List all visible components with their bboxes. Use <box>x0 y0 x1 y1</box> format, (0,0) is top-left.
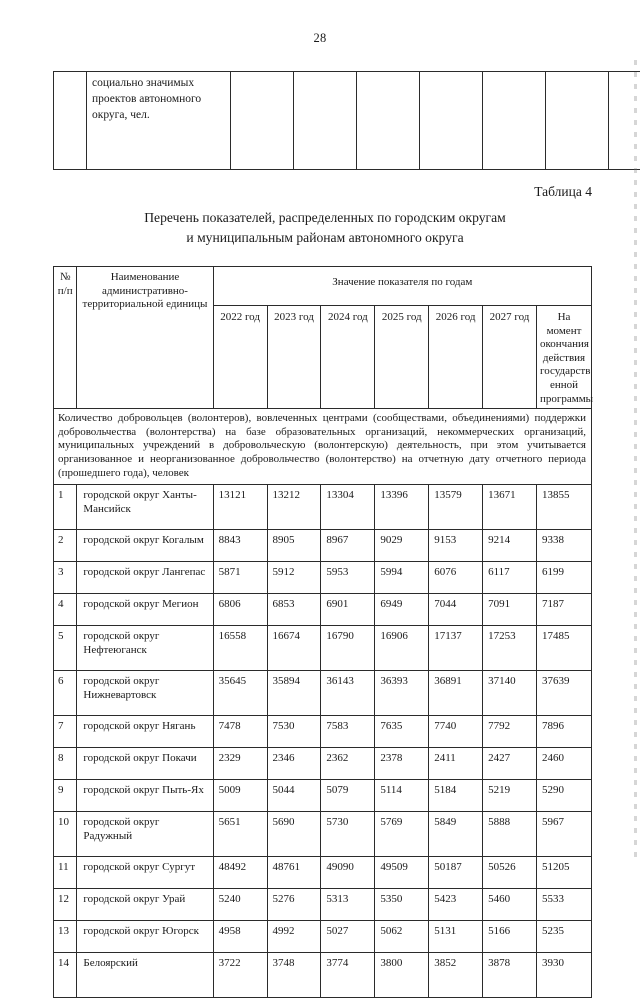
row-value-2023: 35894 <box>267 671 321 716</box>
row-municipality-name: городской округ Лангепас <box>77 562 213 594</box>
column-header-program-end: На момент окончания действия государств енной программы <box>536 306 591 409</box>
continued-cell-2023 <box>294 72 357 170</box>
continued-cell-2025 <box>420 72 483 170</box>
row-value-program-end: 6199 <box>536 562 591 594</box>
column-header-year-2027: 2027 год <box>483 306 537 409</box>
row-value-2024: 13304 <box>321 485 375 530</box>
row-value-2027: 5460 <box>483 889 537 921</box>
row-value-2023: 5912 <box>267 562 321 594</box>
row-value-2027: 7792 <box>483 716 537 748</box>
row-value-program-end: 37639 <box>536 671 591 716</box>
row-value-2023: 5690 <box>267 812 321 857</box>
row-value-2023: 5044 <box>267 780 321 812</box>
table-row <box>54 626 592 671</box>
row-value-program-end: 9338 <box>536 530 591 562</box>
continued-cell-2024 <box>357 72 420 170</box>
row-value-2022: 13121 <box>213 485 267 530</box>
row-index: 3 <box>54 562 77 594</box>
row-index: 12 <box>54 889 77 921</box>
row-value-2026: 3852 <box>429 953 483 998</box>
row-value-2027: 3878 <box>483 953 537 998</box>
row-value-2026: 5849 <box>429 812 483 857</box>
row-value-2027: 2427 <box>483 748 537 780</box>
scan-artifact-edge <box>634 60 637 860</box>
indicator-description: Количество добровольцев (волонтеров), вовлеченных центрами (сообществами, объединениями) поддержки добровольчества (волонтерства) на базе образовательных организаций, некоммерческих организаций, муниципальных учреждений в добровольческую (волонтерскую) деятельность, при этом учитывается организованное и неорганизованное добровольчество (волонтерство) на отчетную дату отчетного периода (прошедшего года), человек <box>54 409 592 485</box>
row-value-2025: 6949 <box>375 594 429 626</box>
row-value-2022: 7478 <box>213 716 267 748</box>
row-value-2026: 5184 <box>429 780 483 812</box>
column-header-year-2024: 2024 год <box>321 306 375 409</box>
row-value-2024: 5079 <box>321 780 375 812</box>
row-value-2023: 48761 <box>267 857 321 889</box>
row-municipality-name: городской округ Югорск <box>77 921 213 953</box>
row-index: 2 <box>54 530 77 562</box>
row-value-program-end: 51205 <box>536 857 591 889</box>
row-value-2027: 5219 <box>483 780 537 812</box>
table-row <box>54 748 592 780</box>
row-value-2022: 35645 <box>213 671 267 716</box>
row-value-2023: 4992 <box>267 921 321 953</box>
column-header-index <box>54 267 77 409</box>
column-header-name-line-1: Наименование <box>80 271 209 285</box>
row-index: 14 <box>54 953 77 998</box>
column-header-year-2026: 2026 год <box>429 306 483 409</box>
table-row <box>54 562 592 594</box>
row-index: 13 <box>54 921 77 953</box>
row-value-2022: 16558 <box>213 626 267 671</box>
continued-table-row <box>54 72 640 170</box>
row-value-program-end: 7187 <box>536 594 591 626</box>
column-header-name-line-2: административно- <box>80 285 209 299</box>
row-value-2026: 17137 <box>429 626 483 671</box>
row-value-2023: 3748 <box>267 953 321 998</box>
row-value-2025: 5114 <box>375 780 429 812</box>
row-value-2023: 5276 <box>267 889 321 921</box>
row-value-2024: 8967 <box>321 530 375 562</box>
table-row <box>54 485 592 530</box>
continued-cell-name: социально значимых проектов автономного округа, чел. <box>87 72 231 170</box>
row-value-2026: 5423 <box>429 889 483 921</box>
row-value-2023: 2346 <box>267 748 321 780</box>
table-row <box>54 780 592 812</box>
table-row <box>54 953 592 998</box>
column-header-year-2022: 2022 год <box>213 306 267 409</box>
row-value-2025: 3800 <box>375 953 429 998</box>
row-value-2027: 6117 <box>483 562 537 594</box>
row-municipality-name: Белоярский <box>77 953 213 998</box>
indicator-description-row <box>54 409 592 485</box>
row-value-2025: 9029 <box>375 530 429 562</box>
continued-cell-index <box>54 72 87 170</box>
indicators-table <box>53 266 592 998</box>
row-municipality-name: городской округ Нягань <box>77 716 213 748</box>
row-value-program-end: 5533 <box>536 889 591 921</box>
row-value-program-end: 5967 <box>536 812 591 857</box>
row-value-2025: 36393 <box>375 671 429 716</box>
row-value-2024: 16790 <box>321 626 375 671</box>
continued-cell-2022 <box>231 72 294 170</box>
row-value-2022: 2329 <box>213 748 267 780</box>
row-value-program-end: 13855 <box>536 485 591 530</box>
row-value-2025: 5769 <box>375 812 429 857</box>
column-header-name-line-3: территориальной единицы <box>80 298 209 312</box>
row-value-2023: 8905 <box>267 530 321 562</box>
row-value-2022: 4958 <box>213 921 267 953</box>
row-value-2026: 13579 <box>429 485 483 530</box>
row-municipality-name: городской округ Нижневартовск <box>77 671 213 716</box>
row-value-2027: 5888 <box>483 812 537 857</box>
table-row <box>54 716 592 748</box>
column-header-index-line-2: п/п <box>57 285 73 299</box>
column-header-group-years: Значение показателя по годам <box>213 267 591 306</box>
row-value-2023: 16674 <box>267 626 321 671</box>
row-municipality-name: городской округ Пыть-Ях <box>77 780 213 812</box>
row-value-2025: 2378 <box>375 748 429 780</box>
row-value-2027: 50526 <box>483 857 537 889</box>
continued-cell-2026 <box>483 72 546 170</box>
row-value-2024: 36143 <box>321 671 375 716</box>
page-number: 28 <box>0 31 640 46</box>
table-row <box>54 530 592 562</box>
row-value-2025: 49509 <box>375 857 429 889</box>
row-value-2027: 5166 <box>483 921 537 953</box>
row-value-2022: 5871 <box>213 562 267 594</box>
row-value-2024: 5313 <box>321 889 375 921</box>
row-municipality-name: городской округ Когалым <box>77 530 213 562</box>
indicators-table-body <box>54 409 592 998</box>
table-row <box>54 671 592 716</box>
row-value-2025: 5062 <box>375 921 429 953</box>
row-value-program-end: 2460 <box>536 748 591 780</box>
table-row <box>54 921 592 953</box>
row-index: 7 <box>54 716 77 748</box>
row-value-2022: 3722 <box>213 953 267 998</box>
row-value-2023: 7530 <box>267 716 321 748</box>
row-value-2027: 9214 <box>483 530 537 562</box>
row-index: 8 <box>54 748 77 780</box>
row-value-2024: 6901 <box>321 594 375 626</box>
row-value-2022: 8843 <box>213 530 267 562</box>
table-label: Таблица 4 <box>0 184 592 200</box>
row-value-2026: 7044 <box>429 594 483 626</box>
row-value-2024: 2362 <box>321 748 375 780</box>
row-municipality-name: городской округ Ханты-Мансийск <box>77 485 213 530</box>
row-municipality-name: городской округ Покачи <box>77 748 213 780</box>
row-value-2025: 16906 <box>375 626 429 671</box>
row-value-2027: 17253 <box>483 626 537 671</box>
row-index: 6 <box>54 671 77 716</box>
row-value-2025: 5350 <box>375 889 429 921</box>
row-value-2025: 5994 <box>375 562 429 594</box>
page-title <box>60 208 590 248</box>
row-value-2024: 5027 <box>321 921 375 953</box>
row-value-2026: 50187 <box>429 857 483 889</box>
page-title-line-2: и муниципальным районам автономного округа <box>60 228 590 248</box>
row-value-2024: 5953 <box>321 562 375 594</box>
row-value-2027: 7091 <box>483 594 537 626</box>
table-row <box>54 594 592 626</box>
row-index: 11 <box>54 857 77 889</box>
row-value-2025: 13396 <box>375 485 429 530</box>
table-row <box>54 857 592 889</box>
row-value-2026: 7740 <box>429 716 483 748</box>
row-index: 4 <box>54 594 77 626</box>
row-index: 10 <box>54 812 77 857</box>
row-value-2026: 2411 <box>429 748 483 780</box>
row-value-2026: 5131 <box>429 921 483 953</box>
row-value-2027: 37140 <box>483 671 537 716</box>
row-value-2024: 5730 <box>321 812 375 857</box>
row-value-2025: 7635 <box>375 716 429 748</box>
column-header-index-line-1: № <box>57 271 73 285</box>
row-value-2022: 5651 <box>213 812 267 857</box>
row-value-program-end: 17485 <box>536 626 591 671</box>
row-value-2022: 48492 <box>213 857 267 889</box>
row-municipality-name: городской округ Мегион <box>77 594 213 626</box>
row-value-2022: 6806 <box>213 594 267 626</box>
row-index: 5 <box>54 626 77 671</box>
row-value-2024: 7583 <box>321 716 375 748</box>
row-value-program-end: 5235 <box>536 921 591 953</box>
row-municipality-name: городской округ Нефтеюганск <box>77 626 213 671</box>
page-title-line-1: Перечень показателей, распределенных по городским округам <box>60 208 590 228</box>
continued-cell-2027 <box>546 72 609 170</box>
row-index: 9 <box>54 780 77 812</box>
row-value-program-end: 3930 <box>536 953 591 998</box>
continued-table <box>53 71 640 170</box>
row-value-2027: 13671 <box>483 485 537 530</box>
row-value-program-end: 7896 <box>536 716 591 748</box>
row-value-2024: 49090 <box>321 857 375 889</box>
row-index: 1 <box>54 485 77 530</box>
row-value-2022: 5009 <box>213 780 267 812</box>
table-header-row-1 <box>54 267 592 306</box>
row-value-2023: 6853 <box>267 594 321 626</box>
row-value-2026: 36891 <box>429 671 483 716</box>
row-municipality-name: городской округ Урай <box>77 889 213 921</box>
column-header-year-2023: 2023 год <box>267 306 321 409</box>
row-value-2026: 9153 <box>429 530 483 562</box>
table-row <box>54 812 592 857</box>
row-value-2026: 6076 <box>429 562 483 594</box>
row-value-2022: 5240 <box>213 889 267 921</box>
row-value-2024: 3774 <box>321 953 375 998</box>
row-municipality-name: городской округ Сургут <box>77 857 213 889</box>
row-value-2023: 13212 <box>267 485 321 530</box>
row-municipality-name: городской округ Радужный <box>77 812 213 857</box>
row-value-program-end: 5290 <box>536 780 591 812</box>
column-header-name <box>77 267 213 409</box>
column-header-year-2025: 2025 год <box>375 306 429 409</box>
